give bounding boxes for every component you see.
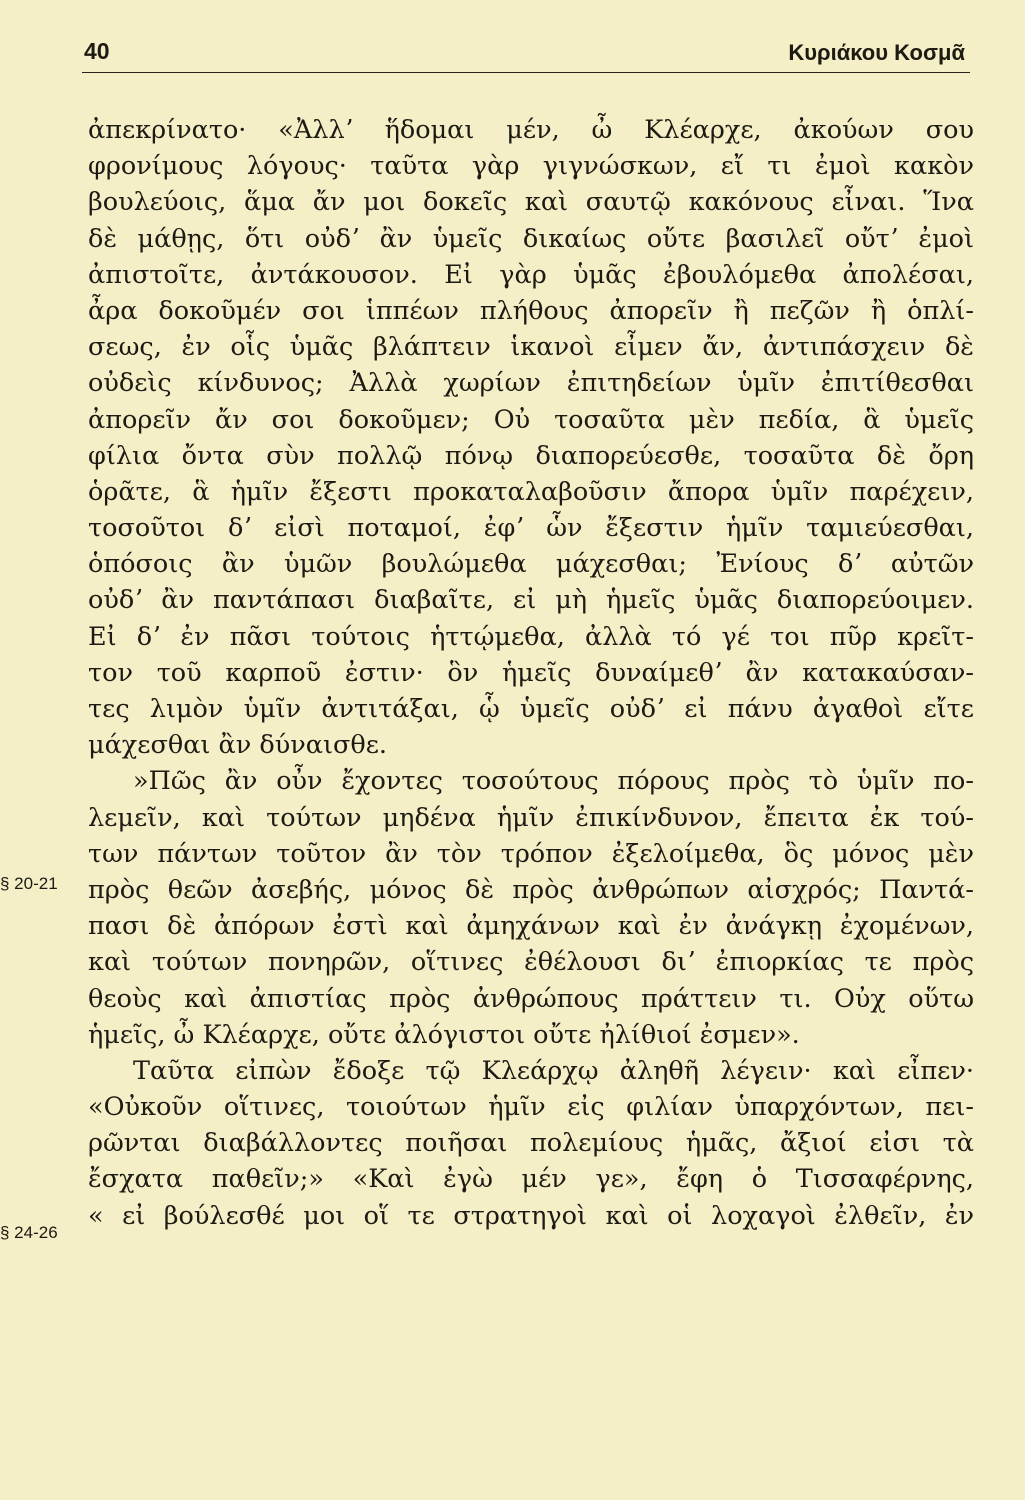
- text-line: φρονίμους λόγους· ταῦτα γὰρ γιγνώσκων, εἴ τι ἐμοὶ κακὸν: [88, 151, 974, 182]
- text-line: ἀπεκρίνατο· «Ἀλλʼ ἥδομαι μέν, ὦ Κλέαρχε, ἀκούων σου: [88, 115, 974, 145]
- text-line: τοσοῦτοι δʼ εἰσὶ ποταμοί, ἐφʼ ὧν ἔξεστιν ἡμῖν ταμιεύεσθαι,: [88, 513, 974, 544]
- text-line: ἡμεῖς, ὦ Κλέαρχε, οὔτε ἀλόγιστοι οὔτε ἠλίθιοί ἐσμεν».: [88, 1019, 800, 1050]
- running-head: Κυριάκου Κοσμᾶ: [788, 40, 965, 65]
- text-line: « εἰ βούλεσθέ μοι οἵ τε στρατηγοὶ καὶ οἱ λοχαγοὶ ἐλθεῖν, ἐν: [88, 1200, 974, 1231]
- text-line: δὲ μάθῃς, ὅτι οὐδʼ ἂν ὑμεῖς δικαίως οὔτε βασιλεῖ οὔτʼ ἐμοὶ: [88, 223, 974, 254]
- text-line: φίλια ὄντα σὺν πολλῷ πόνῳ διαπορεύεσθε, τοσαῦτα δὲ ὄρη: [88, 440, 974, 471]
- text-line: ὁπόσοις ἂν ὑμῶν βουλώμεθα μάχεσθαι; Ἐνίους δʼ αὐτῶν: [88, 549, 974, 580]
- text-line: τες λιμὸν ὑμῖν ἀντιτάξαι, ᾧ ὑμεῖς οὐδʼ εἰ πάνυ ἀγαθοὶ εἴτε: [88, 694, 974, 724]
- text-line: ἀπιστοῖτε, ἀντάκουσον. Εἰ γὰρ ὑμᾶς ἐβουλόμεθα ἀπολέσαι,: [88, 259, 974, 290]
- text-line: των πάντων τοῦτον ἂν τὸν τρόπον ἐξελοίμεθα, ὃς μόνος μὲν: [88, 838, 974, 869]
- text-line: θεοὺς καὶ ἀπιστίας πρὸς ἀνθρώπους πράττειν τι. Οὐχ οὕτω: [88, 983, 974, 1014]
- text-line: οὐδʼ ἂν παντάπασι διαβαῖτε, εἰ μὴ ἡμεῖς ὑμᾶς διαπορεύοιμεν.: [88, 585, 974, 616]
- margin-ref-24-26: § 24-26: [0, 1223, 58, 1242]
- text-line: σεως, ἐν οἷς ὑμᾶς βλάπτειν ἱκανοὶ εἶμεν ἄν, ἀντιπάσχειν δὲ: [88, 332, 974, 363]
- text-line: Εἰ δʼ ἐν πᾶσι τούτοις ἡττῴμεθα, ἀλλὰ τό γέ τοι πῦρ κρεῖτ-: [88, 621, 974, 652]
- text-line: ἆρα δοκοῦμέν σοι ἱππέων πλήθους ἀπορεῖν ἢ πεζῶν ἢ ὁπλί-: [88, 295, 974, 326]
- text-line: πρὸς θεῶν ἀσεβής, μόνος δὲ πρὸς ἀνθρώπων αἰσχρός; Παντά-: [88, 874, 974, 905]
- text-line: ὁρᾶτε, ἃ ἡμῖν ἔξεστι προκαταλαβοῦσιν ἄπορα ὑμῖν παρέχειν,: [88, 476, 974, 507]
- text-line: οὐδεὶς κίνδυνος; Ἀλλὰ χωρίων ἐπιτηδείων ὑμῖν ἐπιτίθεσθαι: [88, 368, 974, 399]
- text-line: «Οὐκοῦν οἵτινες, τοιούτων ἡμῖν εἰς φιλίαν ὑπαρχόντων, πει-: [88, 1092, 974, 1123]
- text-line: ἀπορεῖν ἄν σοι δοκοῦμεν; Οὐ τοσαῦτα μὲν πεδία, ἃ ὑμεῖς: [88, 404, 974, 435]
- margin-ref-20-21: § 20-21: [0, 874, 58, 893]
- text-line: »Πῶς ἂν οὖν ἔχοντες τοσούτους πόρους πρὸς τὸ ὑμῖν πο-: [133, 766, 974, 797]
- body-text: [88, 112, 974, 1234]
- header-rule: [82, 72, 970, 73]
- text-line: βουλεύοις, ἅμα ἄν μοι δοκεῖς καὶ σαυτῷ κακόνους εἶναι. Ἵνα: [88, 187, 974, 218]
- text-line: τον τοῦ καρποῦ ἐστιν· ὃν ἡμεῖς δυναίμεθʼ ἂν κατακαύσαν-: [88, 657, 974, 688]
- text-line: καὶ τούτων πονηρῶν, οἵτινες ἐθέλουσι διʼ ἐπιορκίας τε πρὸς: [88, 947, 974, 978]
- text-line: μάχεσθαι ἂν δύναισθε.: [88, 730, 388, 761]
- text-line: Ταῦτα εἰπὼν ἔδοξε τῷ Κλεάρχῳ ἀληθῆ λέγειν· καὶ εἶπεν·: [133, 1055, 974, 1086]
- text-line: ἔσχατα παθεῖν;» «Καὶ ἐγὼ μέν γε», ἔφη ὁ Τισσαφέρνης,: [88, 1164, 974, 1195]
- page-number: 40: [84, 38, 110, 64]
- text-line: λεμεῖν, καὶ τούτων μηδένα ἡμῖν ἐπικίνδυνον, ἔπειτα ἐκ τού-: [88, 802, 974, 833]
- text-line: πασι δὲ ἀπόρων ἐστὶ καὶ ἀμηχάνων καὶ ἐν ἀνάγκῃ ἐχομένων,: [88, 911, 974, 942]
- text-line: ρῶνται διαβάλλοντες ποιῆσαι πολεμίους ἡμᾶς, ἄξιοί εἰσι τὰ: [88, 1128, 974, 1159]
